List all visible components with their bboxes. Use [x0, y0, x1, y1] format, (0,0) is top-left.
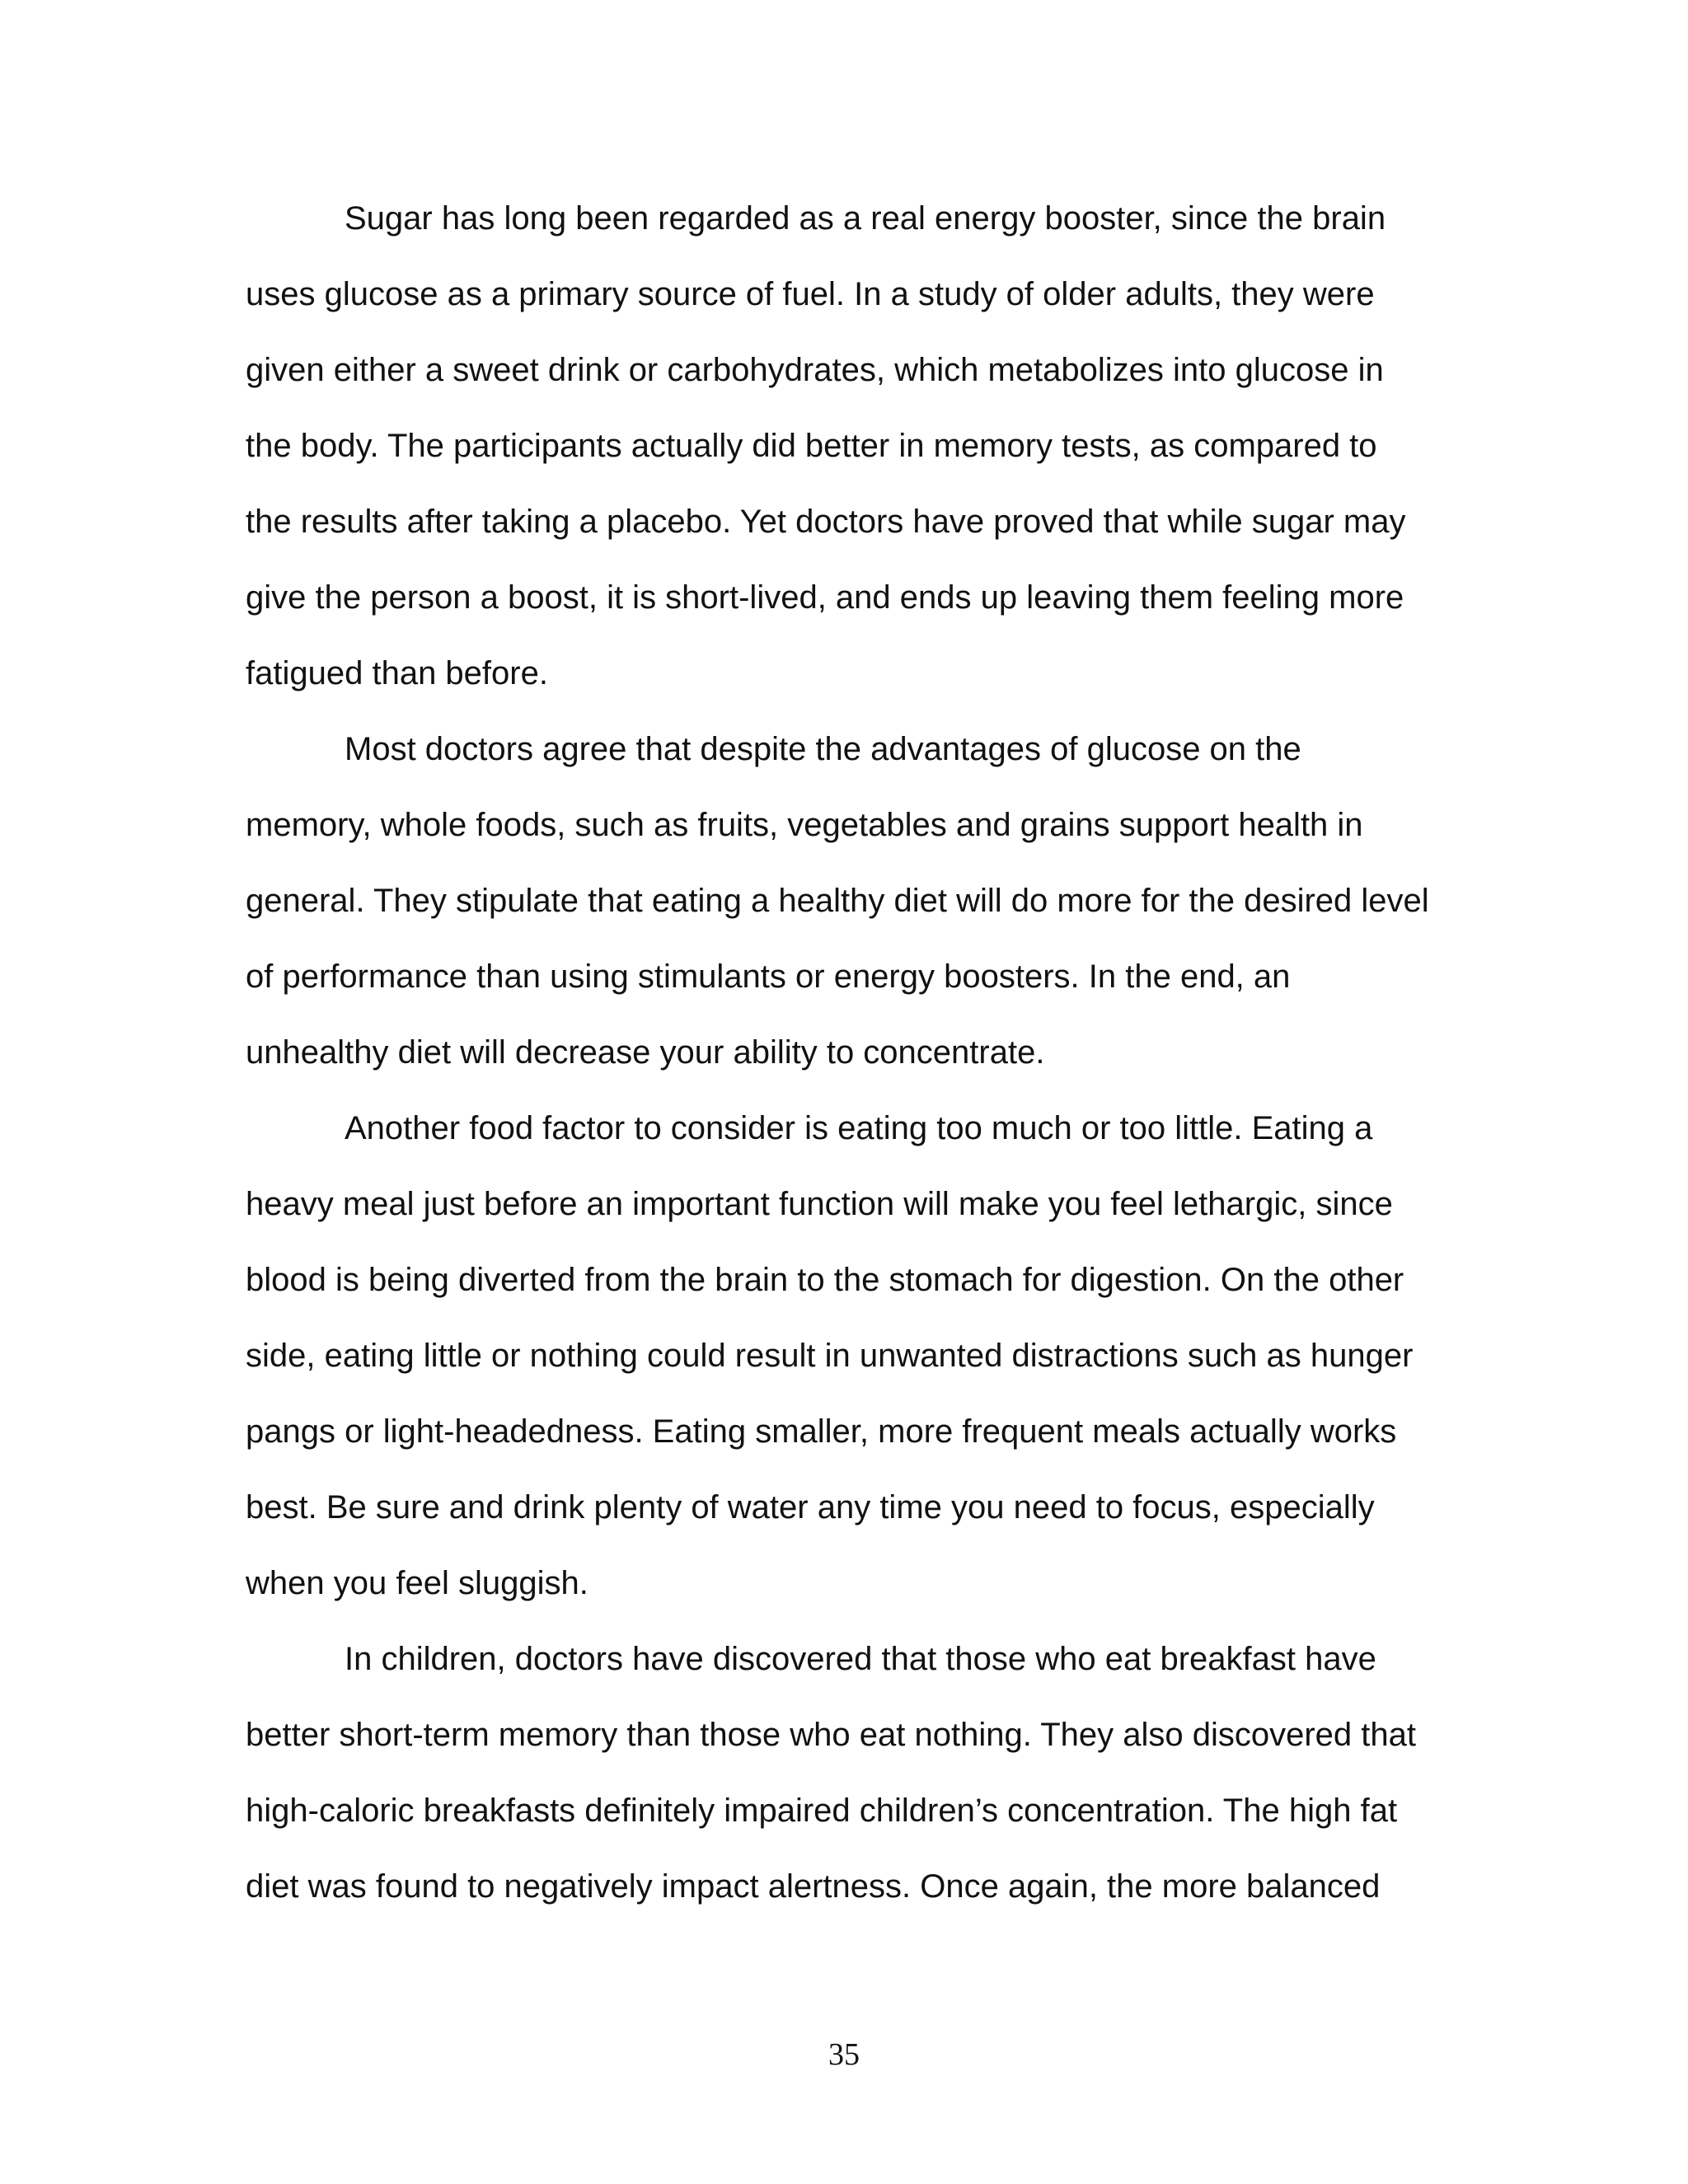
paragraph-2-line-2: memory, whole foods, such as fruits, vegetables and grains support health in	[246, 807, 1363, 843]
paragraph-2-line-3: general. They stipulate that eating a healthy diet will do more for the desired level	[246, 883, 1429, 919]
paragraph-1-line-1: Sugar has long been regarded as a real energy booster, since the brain	[345, 200, 1386, 237]
paragraph-1-line-5: the results after taking a placebo. Yet doctors have proved that while sugar may	[246, 504, 1406, 540]
paragraph-1-line-3: given either a sweet drink or carbohydrates, which metabolizes into glucose in	[246, 352, 1384, 388]
body-text	[246, 194, 1449, 1938]
paragraph-1-line-4: the body. The participants actually did better in memory tests, as compared to	[246, 428, 1377, 464]
paragraph-4-line-1: In children, doctors have discovered that those who eat breakfast have	[345, 1641, 1376, 1677]
paragraph-2-line-1: Most doctors agree that despite the advantages of glucose on the	[345, 731, 1301, 767]
paragraph-1-line-2: uses glucose as a primary source of fuel. In a study of older adults, they were	[246, 276, 1375, 312]
paragraph-4-line-4: diet was found to negatively impact alertness. Once again, the more balanced	[246, 1868, 1381, 1905]
paragraph-3-line-5: pangs or light-headedness. Eating smaller, more frequent meals actually works	[246, 1413, 1397, 1450]
paragraph-3-line-2: heavy meal just before an important function will make you feel lethargic, since	[246, 1186, 1393, 1222]
paragraph-3-line-1: Another food factor to consider is eating too much or too little. Eating a	[345, 1110, 1373, 1146]
paragraph-1-line-7: fatigued than before.	[246, 655, 548, 691]
paragraph-1-line-6: give the person a boost, it is short-lived, and ends up leaving them feeling more	[246, 579, 1404, 616]
paragraph-4-line-2: better short-term memory than those who eat nothing. They also discovered that	[246, 1717, 1416, 1753]
paragraph-3-line-3: blood is being diverted from the brain to the stomach for digestion. On the other	[246, 1262, 1404, 1298]
paragraph-2-line-4: of performance than using stimulants or energy boosters. In the end, an	[246, 958, 1291, 995]
page-number: 35	[828, 2037, 860, 2072]
paragraph-3-line-4: side, eating little or nothing could result in unwanted distractions such as hunger	[246, 1338, 1414, 1374]
paragraph-3-line-6: best. Be sure and drink plenty of water any time you need to focus, especially	[246, 1489, 1375, 1526]
paragraph-4-line-3: high-caloric breakfasts definitely impaired children’s concentration. The high fat	[246, 1793, 1398, 1829]
paragraph-3-line-7: when you feel sluggish.	[246, 1565, 588, 1601]
paragraph-2-line-5: unhealthy diet will decrease your ability to concentrate.	[246, 1034, 1045, 1071]
